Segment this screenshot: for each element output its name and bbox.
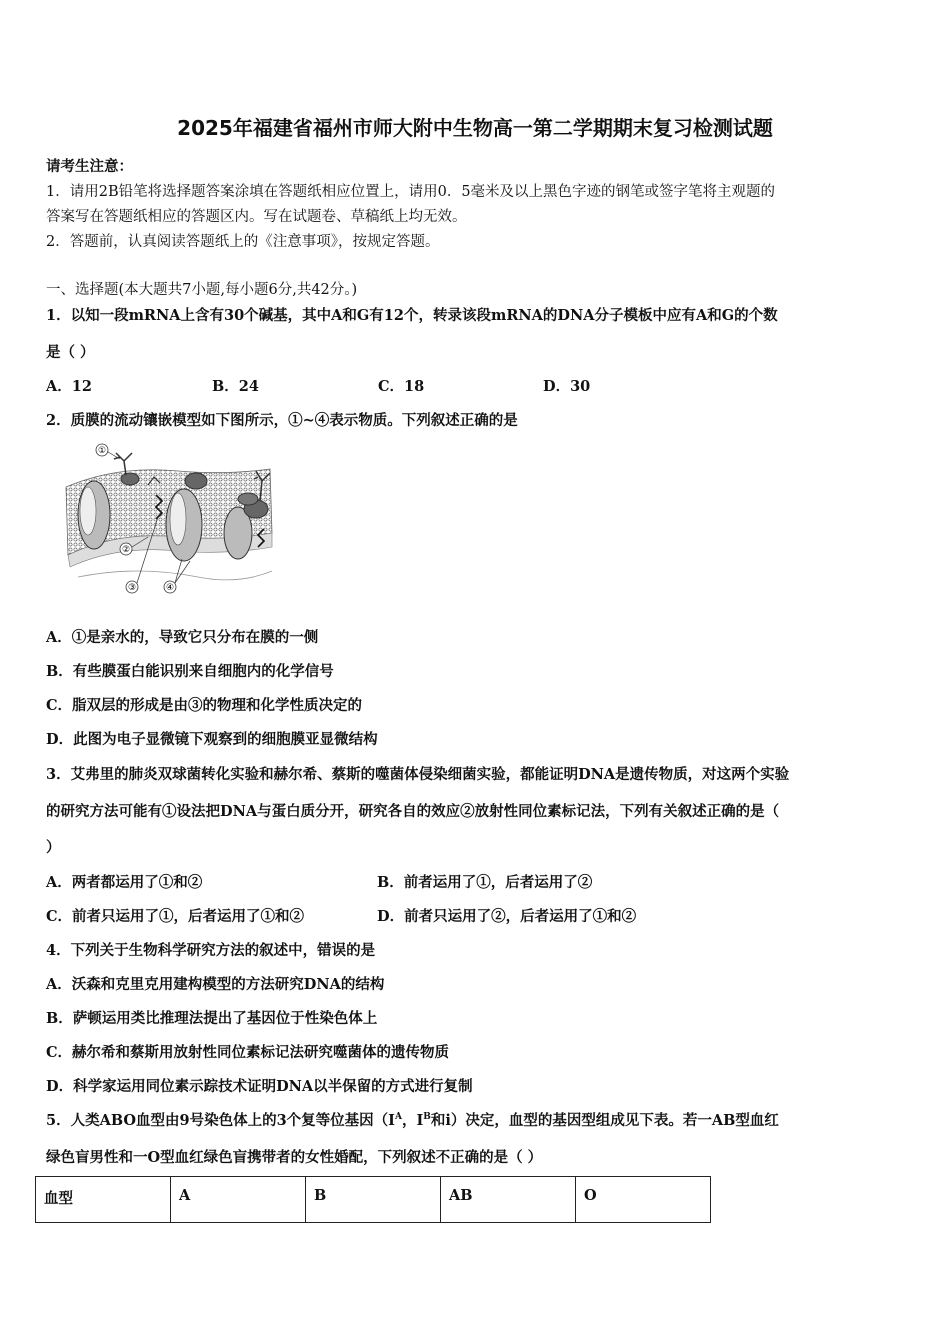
q3-option: C．前者只运用了①，后者运用了①和② [46,908,305,925]
q3-stem: ） [46,839,61,856]
q4-option: A．沃森和克里克用建构模型的方法研究DNA的结构 [46,976,385,993]
notice-line: 答案写在答题纸相应的答题区内。写在试题卷、草稿纸上均无效。 [46,209,467,225]
q4-option: C．赫尔希和蔡斯用放射性同位素标记法研究噬菌体的遗传物质 [46,1044,450,1061]
q2-option: A．①是亲水的，导致它只分布在膜的一侧 [46,629,319,646]
q4-option: D．科学家运用同位素示踪技术证明DNA以半保留的方式进行复制 [46,1078,473,1095]
q1-option: B．24 [212,378,259,395]
q1-stem: 1．以知一段mRNA上含有30个碱基，其中A和G有12个，转录该段mRNA的DNA分子模板中应有A和G的个数 [46,307,778,324]
q2-option: C．脂双层的形成是由③的物理和化学性质决定的 [46,697,363,714]
page-title: 2025年福建省福州市师大附中生物高一第二学期期末复习检测试题 [177,116,773,140]
peripheral-protein [121,473,139,485]
q4-stem: 4．下列关于生物科学研究方法的叙述中，错误的是 [46,942,376,959]
allele-superscript: A [394,1112,402,1123]
q5-text: ，I [401,1112,424,1129]
notice-heading: 请考生注意： [46,158,133,175]
blood-type-table [35,1176,711,1223]
q3-stem: 的研究方法可能有①设法把DNA与蛋白质分开，研究各自的效应②放射性同位素标记法，下列有关叙述正确的是（ [46,803,780,820]
q3-option: A．两者都运用了①和② [46,874,203,891]
q1-option: D．30 [543,378,591,395]
q4-option: B．萨顿运用类比推理法提出了基因位于性染色体上 [46,1010,378,1027]
q1-stem: 是（ ） [46,344,95,361]
q2-option: D．此图为电子显微镜下观察到的细胞膜亚显微结构 [46,731,378,748]
table-cell: O [576,1177,711,1223]
table-cell: A [171,1177,306,1223]
figure-label: ④ [165,583,175,593]
figure-label: ② [121,545,131,555]
fluid-mosaic-diagram [58,437,280,599]
section-heading: 一、选择题(本大题共7小题,每小题6分,共42分。) [46,282,358,298]
q5-text: 和i）决定，血型的基因型组成见下表。若一AB型血红 [430,1112,779,1129]
table-cell: 血型 [36,1177,171,1223]
q1-option: A．12 [46,378,92,395]
q5-text: 5．人类ABO血型由9号染色体上的3个复等位基因（I [46,1112,395,1129]
q1-option: C．18 [378,378,425,395]
table-cell: AB [441,1177,576,1223]
q2-option: B．有些膜蛋白能识别来自细胞内的化学信号 [46,663,334,680]
peripheral-protein [185,473,207,489]
q3-stem: 3．艾弗里的肺炎双球菌转化实验和赫尔希、蔡斯的噬菌体侵染细菌实验，都能证明DNA是遗传物质，对这两个实验 [46,766,790,783]
q2-stem: 2．质膜的流动镶嵌模型如下图所示，①~④表示物质。下列叙述正确的是 [46,412,518,429]
table-cell: B [306,1177,441,1223]
notice-line: 1．请用2B铅笔将选择题答案涂填在答题纸相应位置上，请用0．5毫米及以上黑色字迹的钢笔或签字笔将主观题的 [46,184,776,200]
q3-option: B．前者运用了①，后者运用了② [377,874,593,891]
figure-label: ③ [127,583,137,593]
q3-option: D．前者只运用了②，后者运用了①和② [377,908,637,925]
figure-label: ① [97,446,107,456]
table-row [36,1177,711,1223]
allele-superscript: B [423,1112,431,1123]
notice-line: 2．答题前，认真阅读答题纸上的《注意事项》，按规定答题。 [46,234,440,250]
q5-stem: 绿色盲男性和一O型血红绿色盲携带者的女性婚配，下列叙述不正确的是（ ） [46,1149,543,1166]
q5-stem [46,1109,779,1130]
membrane-figure [58,437,280,599]
